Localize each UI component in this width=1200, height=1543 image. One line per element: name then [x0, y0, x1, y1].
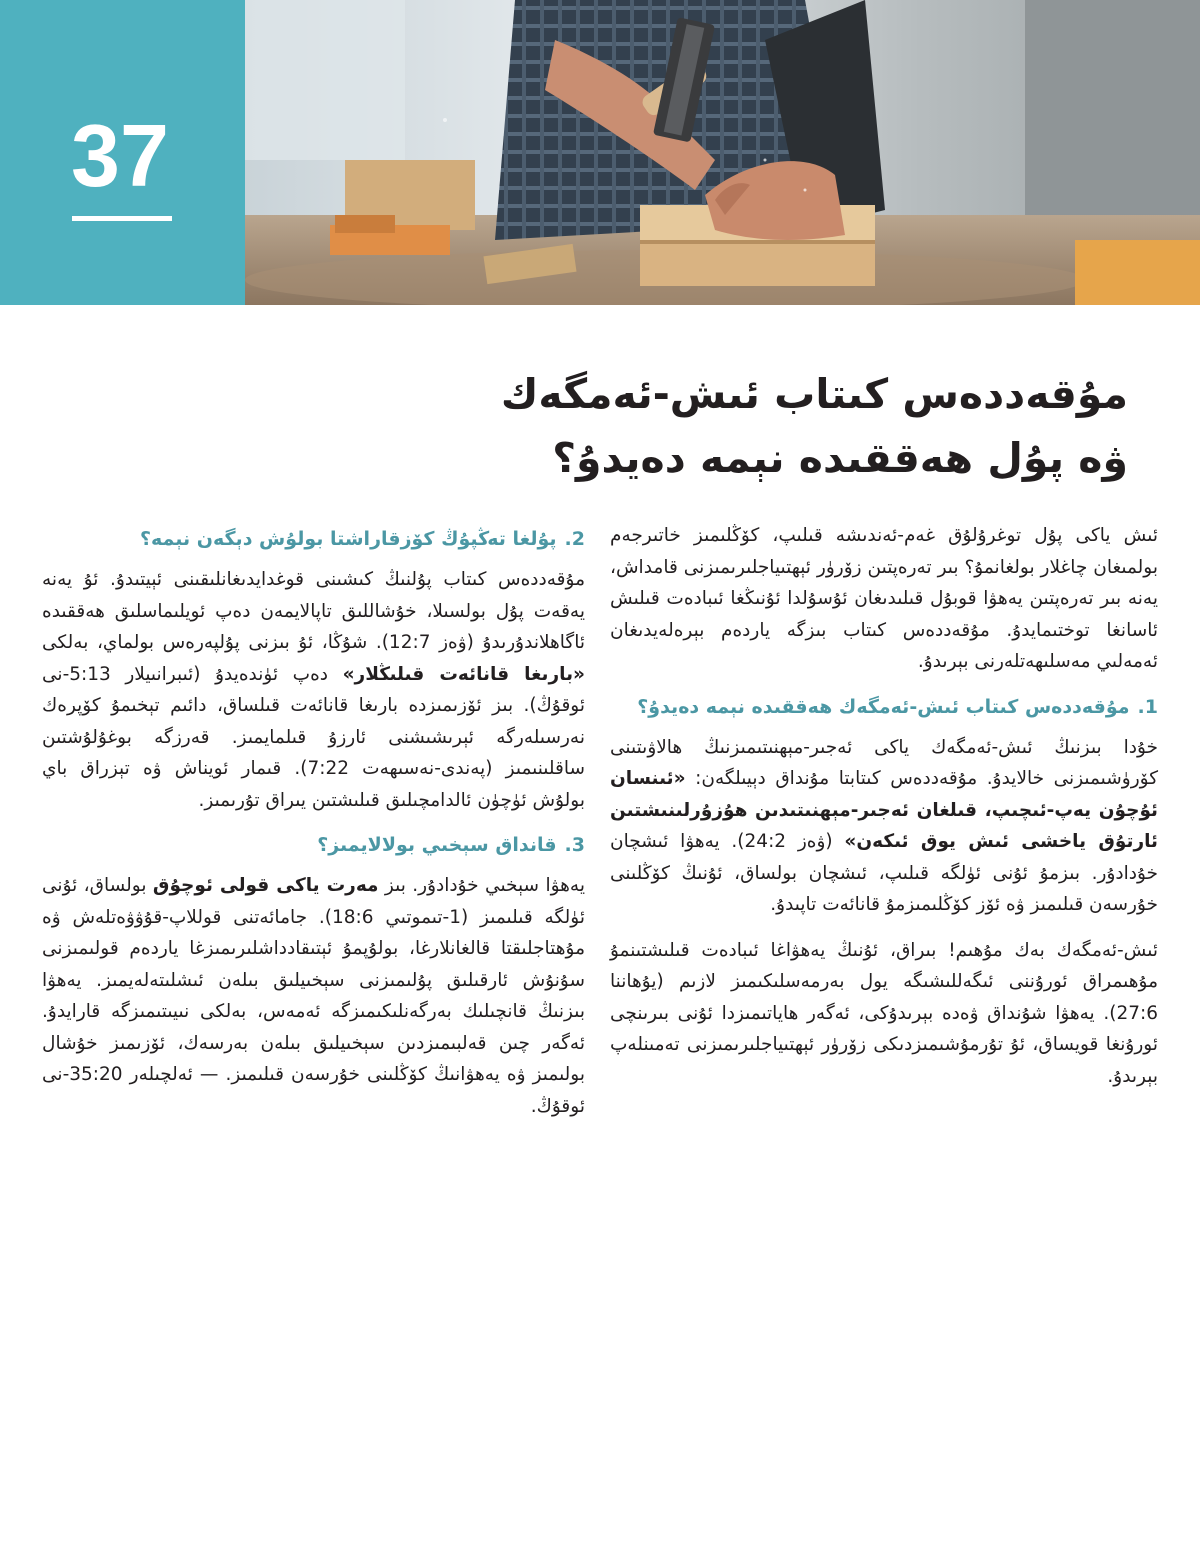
- section-1-scripture-quote: «ئىنسان ئۇچۇن يەپ-ئىچىپ، قىلغان ئەجىر-مېھنىتىدىن ھۇزۇرلىنىشتىن ئارتۇق ياخشى ئىش يوق ئىكەن»: [610, 768, 1158, 852]
- section-1-text-a: خۇدا بىزنىڭ ئىش-ئەمگەك ياكى ئەجىر-مېھنىتىمىزنىڭ ھالاۋىتىنى كۆرۈشىمىزنى خالايدۇ. مۇقەددەس كىتابتا مۇنداق دېيىلگەن:: [610, 736, 1158, 789]
- carpenter-hammer-photo: [245, 0, 1200, 305]
- section-3-heading: [42, 830, 585, 860]
- section-1-text-b: (ۋەز 24:2). يەھۋا ئىشچان خۇدادۇر. بىزمۇ ئۇنى ئۈلگە قىلىپ، ئىشچان بولساق، ئۇنىڭ كۆڭلىنى خۇرسەن قىلىمىز ۋە ئۆز كۆڭلىمىزمۇ قانائەت تاپىدۇ.: [610, 831, 1158, 915]
- badge-underline: [72, 216, 172, 221]
- intro-paragraph: ئىش ياكى پۇل توغرۇلۇق غەم-ئەندىشە قىلىپ، كۆڭلىمىز خاتىرجەم بولمىغان چاغلار بولغانمۇ؟ بىر تەرەپتىن زۆرۈر ئېھتىياجلىرىمىزنى قامداش، يەنە بىر تەرەپتىن يەھۋا قوبۇل قىلىدىغان ئۇسۇلدا ئۇنىڭغا ئىبادەت قىلىش ئاسانغا توختىمايدۇ. مۇقەددەس كىتاب بىزگە ياردەم بېرەلەيدىغان ئەمەلىي مەسلىھەتلەرنى بېرىدۇ.: [610, 525, 1158, 672]
- lesson-number: 37: [71, 106, 169, 205]
- left-column: [42, 520, 585, 1136]
- page-title: [300, 362, 1128, 490]
- page-title-line-2: ۋە پۇل ھەققىدە نېمە دەيدۇ؟: [552, 434, 1128, 482]
- section-2-number: 2.: [564, 528, 585, 550]
- section-2-heading: [42, 524, 585, 554]
- hero-banner: [0, 0, 1200, 305]
- section-2-text-b: دەپ ئۈندەيدۇ (ئىبرانىيلار 5:13-نى ئوقۇڭ). بىز ئۆزىمىزدە بارىغا قانائەت قىلساق، دائىم تېخىمۇ كۆپرەك نەرسىلەرگە ئېرىشىشنى ئارزۇ قىلمايمىز. قەرزگە بوغۇلۇشتىن ساقلىنىمىز (پەندى-نەسىھەت 7:22). قىمار ئويناش ۋە تېزراق باي بولۇش ئۈچۈن ئالدامچىلىق قىلىشتىن يىراق تۇرىمىز.: [42, 663, 585, 811]
- section-3-number: 3.: [564, 834, 585, 856]
- section-2-paragraph: [42, 564, 585, 816]
- section-1-paragraph-1: [610, 732, 1158, 921]
- section-2-title: پۇلغا تەڭپۇڭ كۆزقاراشتا بولۇش دېگەن نېمە؟: [139, 528, 557, 550]
- section-1-paragraph-2: ئىش-ئەمگەك بەك مۇھىم! بىراق، ئۇنىڭ يەھۋاغا ئىبادەت قىلىشتىنمۇ مۇھىمراق ئورۇننى ئىگەللىشىگە يول بەرمەسلىكىمىز لازىم (يۇھاننا 27:6). يەھۋا شۇنداق ۋەدە بېرىدۇكى، ئەگەر ھاياتىمىزدا ئۇنى بىرىنچى ئورۇنغا قويساق، ئۇ تۇرمۇشىمىزدىكى زۆرۈر ئېھتىياجلىرىمىزنى تەمىنلەپ بېرىدۇ.: [610, 939, 1158, 1087]
- section-1-title: مۇقەددەس كىتاب ئىش-ئەمگەك ھەققىدە نېمە دەيدۇ؟: [637, 695, 1130, 718]
- section-3-paragraph: [42, 870, 585, 1122]
- section-3-text-a: يەھۋا سېخىي خۇدادۇر. بىز: [378, 875, 585, 896]
- section-3-text-b: بولساق، ئۇنى ئۈلگە قىلىمىز (1-تىموتىي 18:6). جامائەتنى قوللاپ-قۇۋۋەتلەش ۋە مۇھتاجلىقتا قالغانلارغا، بولۇپمۇ ئېتىقادداشلىرىمىزغا ياردەم قولىمىزنى سۇنۇش ئارقىلىق پۇلىمىزنى سېخىيلىق بىلەن ئىشلىتەلەيمىز. يەھۋا بىزنىڭ قانچىلىك بەرگەنلىكىمىزگە ئەمەس، بەلكى نىيىتىمىزگە قارايدۇ. ئەگەر چىن قەلبىمىزدىن سېخىيلىق بىلەن بەرسەك، ئۆزىمىز خۇشال بولىمىز ۋە يەھۋانىڭ كۆڭلىنى خۇرسەن قىلىمىز. — ئەلچىلەر 35:20-نى ئوقۇڭ.: [42, 875, 585, 1117]
- right-column: [610, 520, 1158, 1106]
- section-1-heading: [610, 692, 1158, 722]
- workshop-photo-illustration: [245, 0, 1200, 305]
- section-1-number: 1.: [1137, 695, 1158, 718]
- section-3-emphasis: مەرت ياكى قولى ئوچۇق: [152, 875, 379, 896]
- section-2-text-a: مۇقەددەس كىتاب پۇلنىڭ كىشىنى قوغدايدىغانلىقىنى ئېيتىدۇ. ئۇ يەنە يەقەت پۇل بولسىلا، خۇشاللىق تاپالايمەن دەپ ئويلىماسلىق ھەققىدە ئاگاھلاندۇرىدۇ (ۋەز 12:7). شۇڭا، ئۇ بىزنى پۇلپەرەس بولماي، بەلكى: [42, 569, 585, 653]
- page-title-line-1: مۇقەددەس كىتاب ئىش-ئەمگەك: [500, 370, 1128, 418]
- section-3-title: قانداق سېخىي بولالايمىز؟: [317, 834, 557, 856]
- section-2-scripture-quote: «بارىغا قانائەت قىلىڭلار»: [342, 663, 585, 685]
- lesson-badge: [0, 0, 245, 305]
